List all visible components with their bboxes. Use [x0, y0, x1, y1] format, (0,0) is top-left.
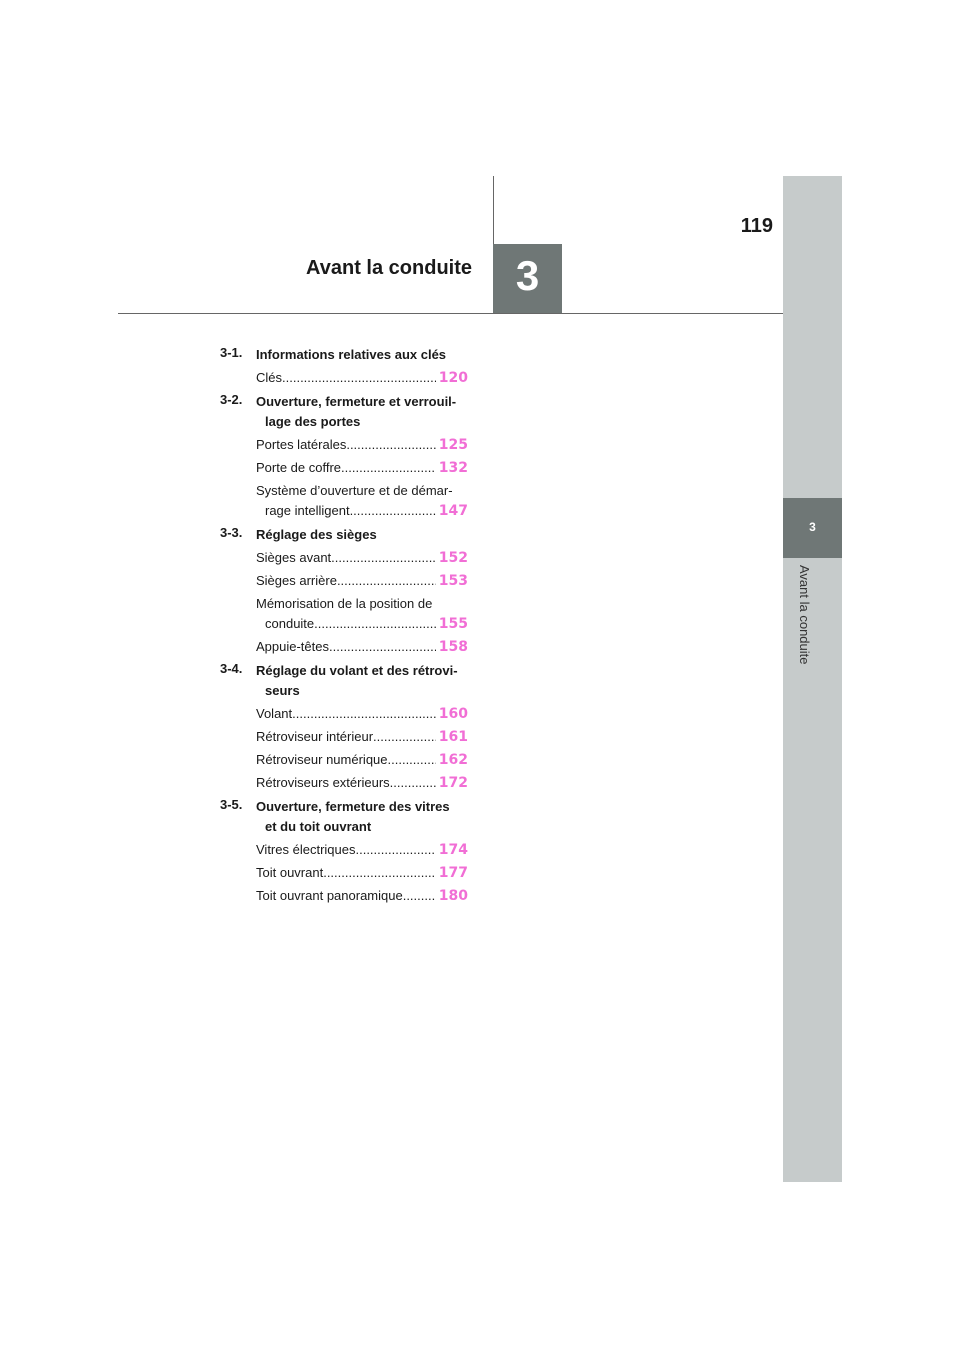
toc-entry-toit-ouvrant[interactable]: [220, 863, 468, 883]
entry-page-link[interactable]: 153: [438, 573, 468, 589]
section-title-line1: Ouverture, fermeture et verrouil-: [256, 394, 457, 409]
entry-label: Sièges avant: [256, 550, 332, 565]
entry-label: Rétroviseur numérique: [256, 752, 388, 767]
entry-label: Rétroviseur intérieur: [256, 729, 374, 744]
section-title: Informations relatives aux clés: [256, 347, 447, 362]
toc-entry-portes-laterales[interactable]: [220, 435, 468, 455]
header-horizontal-rule: [118, 313, 783, 314]
header-vertical-rule: [493, 176, 494, 244]
side-tab-bar: [783, 176, 842, 1182]
entry-page-link[interactable]: 180: [438, 888, 468, 904]
entry-label: Vitres électriques: [256, 842, 356, 857]
entry-page-link[interactable]: 132: [438, 460, 468, 476]
entry-page-link[interactable]: 158: [438, 639, 468, 655]
entry-label: Volant: [256, 706, 293, 721]
entry-page-link[interactable]: 162: [438, 752, 468, 768]
toc-entry-memorisation[interactable]: [220, 594, 468, 634]
toc-entry-appuie-tetes[interactable]: [220, 637, 468, 657]
entry-label: Appuie-têtes: [256, 639, 329, 654]
entry-label: Portes latérales: [256, 437, 347, 452]
entry-label-line2: conduite: [265, 616, 315, 631]
toc-section-3-4: [220, 661, 468, 701]
section-title: Réglage des sièges: [256, 527, 377, 542]
toc-entry-systeme-ouverture[interactable]: [220, 481, 468, 521]
entry-label-line1: Mémorisation de la position de: [256, 596, 433, 611]
section-title-line1: Réglage du volant et des rétrovi-: [256, 663, 458, 678]
toc-entry-retroviseur-numerique[interactable]: [220, 750, 468, 770]
toc-section-3-3: [220, 525, 468, 545]
toc-entry-porte-de-coffre[interactable]: [220, 458, 468, 478]
entry-page-link[interactable]: 177: [438, 865, 468, 881]
chapter-title: Avant la conduite: [306, 257, 472, 279]
entry-label: Sièges arrière: [256, 573, 337, 588]
entry-label: Toit ouvrant panoramique: [256, 888, 403, 903]
entry-page-link[interactable]: 155: [438, 616, 468, 632]
entry-label: Porte de coffre: [256, 460, 342, 475]
toc-entry-sieges-avant[interactable]: [220, 548, 468, 568]
section-number: 3-1.: [220, 345, 243, 360]
page-number: 119: [740, 215, 773, 237]
entry-page-link[interactable]: 160: [438, 706, 468, 722]
entry-page-link[interactable]: 172: [438, 775, 468, 791]
toc-entry-toit-ouvrant-panoramique[interactable]: [220, 886, 468, 906]
toc-section-3-2: [220, 392, 468, 432]
entry-page-link[interactable]: 152: [438, 550, 468, 566]
entry-page-link[interactable]: 161: [438, 729, 468, 745]
toc-section-3-1: [220, 345, 468, 365]
section-title-line2: seurs: [265, 683, 300, 698]
section-number: 3-3.: [220, 525, 243, 540]
toc-section-3-5: [220, 797, 468, 837]
entry-label-line2: rage intelligent: [265, 503, 350, 518]
entry-label: Toit ouvrant: [256, 865, 324, 880]
toc-entry-sieges-arriere[interactable]: [220, 571, 468, 591]
toc-entry-vitres-electriques[interactable]: [220, 840, 468, 860]
entry-label: Rétroviseurs extérieurs: [256, 775, 390, 790]
entry-page-link[interactable]: 120: [438, 370, 468, 386]
entry-page-link[interactable]: 125: [438, 437, 468, 453]
section-number: 3-5.: [220, 797, 243, 812]
section-title-line2: lage des portes: [265, 414, 361, 429]
side-tab-label: Avant la conduite: [797, 565, 812, 665]
toc-entry-retroviseurs-exterieurs[interactable]: [220, 773, 468, 793]
entry-label: Clés: [256, 370, 283, 385]
entry-page-link[interactable]: 174: [438, 842, 468, 858]
toc-entry-retroviseur-interieur[interactable]: [220, 727, 468, 747]
toc-entry-volant[interactable]: [220, 704, 468, 724]
section-number: 3-4.: [220, 661, 243, 676]
table-of-contents: [220, 345, 468, 906]
side-tab-number: 3: [809, 520, 816, 534]
entry-label-line1: Système d’ouverture et de démar-: [256, 483, 453, 498]
section-title-line2: et du toit ouvrant: [265, 819, 372, 834]
toc-entry-cles[interactable]: [220, 368, 468, 388]
section-number: 3-2.: [220, 392, 243, 407]
chapter-number: 3: [515, 252, 540, 299]
section-title-line1: Ouverture, fermeture des vitres: [256, 799, 450, 814]
entry-page-link[interactable]: 147: [438, 503, 468, 519]
